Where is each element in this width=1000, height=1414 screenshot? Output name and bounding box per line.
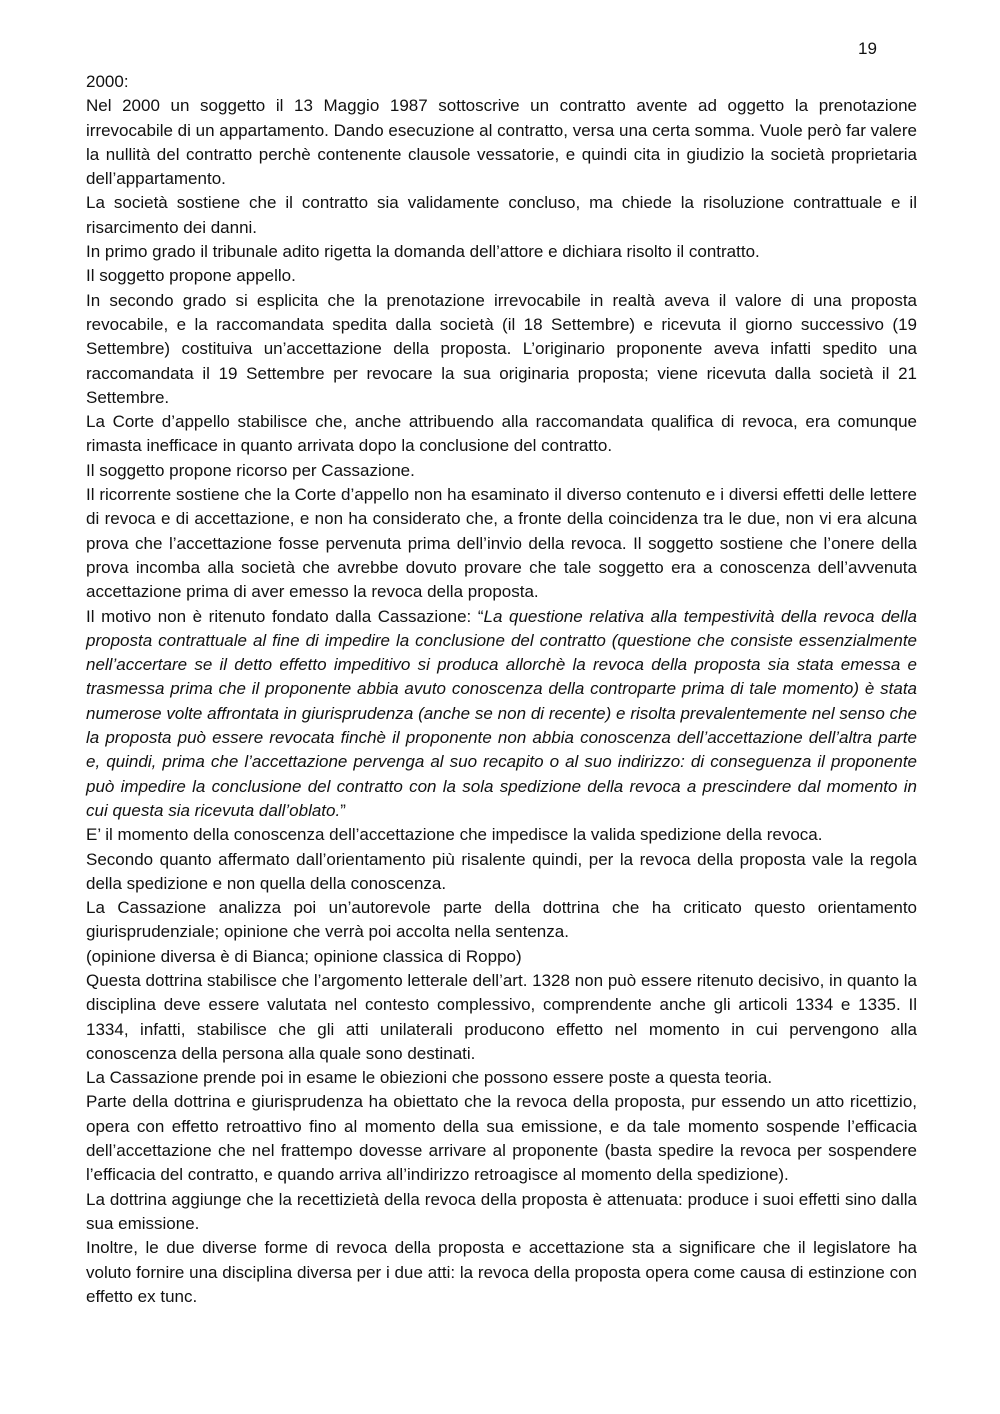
paragraph: Parte della dottrina e giurisprudenza ha obiettato che la revoca della proposta, pur essendo un atto ricettizio, opera con effetto retroattivo fino al momento della sua emissione, e da tale momento sospende l’efficacia dell’accettazione che nel frattempo dovesse arrivare al proponente (basta spedire la revoca per sospendere l’efficacia del contratto, e quando arriva all’indirizzo retroagisce al momento della spedizione).	[86, 1092, 917, 1185]
paragraph: La Cassazione prende poi in esame le obiezioni che possono essere poste a questa teoria.	[86, 1068, 773, 1088]
paragraph: (opinione diversa è di Bianca; opinione classica di Roppo)	[86, 946, 522, 966]
paragraph: La Corte d’appello stabilisce che, anche attribuendo alla raccomandata qualifica di revoca, era comunque rimasta inefficace in quanto arrivata dopo la conclusione del contratto.	[86, 412, 917, 456]
paragraph: Il soggetto propone ricorso per Cassazione.	[86, 460, 415, 480]
paragraph: Nel 2000 un soggetto il 13 Maggio 1987 sottoscrive un contratto avente ad oggetto la prenotazione irrevocabile di un appartamento. Dando esecuzione al contratto, versa una certa somma. Vuole però far valere la nullità del contratto perchè contenente clausole vessatorie, e quindi cita in giudizio la società proprietaria dell’appartamento.	[86, 96, 917, 189]
page-number: 19	[858, 39, 877, 58]
quote-italic: La questione relativa alla tempestività della revoca della proposta contrattuale al fine di impedire la conclusione del contratto (questione che consiste essenzialmente nell’accertare se il detto effetto impeditivo si produca allorchè la revoca della proposta sia stata emessa e trasmessa prima che il proponente abbia avuto conoscenza della controparte prima di tale momento) è stata numerose volte affrontata in giurisprudenza (anche se non di recente) e risolta prevalentemente nel senso che la proposta può essere revocata finchè il proponente non abbia conoscenza dell’accettazione dell’altra parte e, quindi, prima che l’accettazione pervenga al suo recapito o al suo indirizzo: di conseguenza il proponente può impedire la conclusione del contratto con la sola spedizione della revoca a prescindere dal momento in cui questa sia ricevuta dall’oblato.	[86, 606, 917, 820]
document-body	[86, 70, 917, 1309]
paragraph: Il ricorrente sostiene che la Corte d’appello non ha esaminato il diverso contenuto e i diversi effetti delle lettere di revoca e di accettazione, e non ha considerato che, a fronte della coincidenza tra le due, non vi era alcuna prova che l’accettazione fosse pervenuta prima dell’invio della revoca. Il soggetto sostiene che l’onere della prova incomba alla società che avrebbe dovuto provare che tale soggetto era a conoscenza dell’avvenuta accettazione prima di aver emesso la revoca della proposta.	[86, 485, 917, 602]
paragraph: Questa dottrina stabilisce che l’argomento letterale dell’art. 1328 non può essere ritenuto decisivo, in quanto la disciplina deve essere valutata nel contesto complessivo, comprendente anche gli articoli 1334 e 1335. Il 1334, infatti, stabilisce che gli atti unilaterali producono effetto nel momento in cui pervengono alla conoscenza della persona alla quale sono destinati.	[86, 970, 917, 1063]
paragraph: In secondo grado si esplicita che la prenotazione irrevocabile in realtà aveva il valore di una proposta revocabile, e la raccomandata spedita dalla società (il 18 Settembre) e ricevuta il giorno successivo (19 Settembre) costituiva un’accettazione della proposta. L’originario proponente aveva infatti spedito una raccomandata il 19 Settembre per revocare la sua originaria proposta; viene ricevuta dalla società il 21 Settembre.	[86, 290, 917, 407]
paragraph: Inoltre, le due diverse forme di revoca della proposta e accettazione sta a significare che il legislatore ha voluto fornire una disciplina diversa per i due atti: la revoca della proposta opera come causa di estinzione con effetto ex tunc.	[86, 1238, 917, 1306]
paragraph: La società sostiene che il contratto sia validamente concluso, ma chiede la risoluzione contrattuale e il risarcimento dei danni.	[86, 193, 917, 237]
section-heading: 2000:	[86, 72, 129, 91]
paragraph: La Cassazione analizza poi un’autorevole parte della dottrina che ha criticato questo orientamento giurisprudenziale; opinione che verrà poi accolta nella sentenza.	[86, 898, 917, 942]
quote-paragraph	[86, 605, 917, 824]
paragraph: Il soggetto propone appello.	[86, 266, 296, 286]
paragraph: E’ il momento della conoscenza dell’accettazione che impedisce la valida spedizione della revoca.	[86, 825, 823, 845]
quote-lead: Il motivo non è ritenuto fondato dalla Cassazione: “	[86, 606, 484, 626]
paragraph: La dottrina aggiunge che la recettizietà della revoca della proposta è attenuata: produce i suoi effetti sino dalla sua emissione.	[86, 1189, 917, 1233]
paragraph: Secondo quanto affermato dall’orientamento più risalente quindi, per la revoca della proposta vale la regola della spedizione e non quella della conoscenza.	[86, 849, 917, 893]
quote-tail: ”	[340, 800, 346, 820]
paragraph: In primo grado il tribunale adito rigetta la domanda dell’attore e dichiara risolto il contratto.	[86, 242, 760, 262]
